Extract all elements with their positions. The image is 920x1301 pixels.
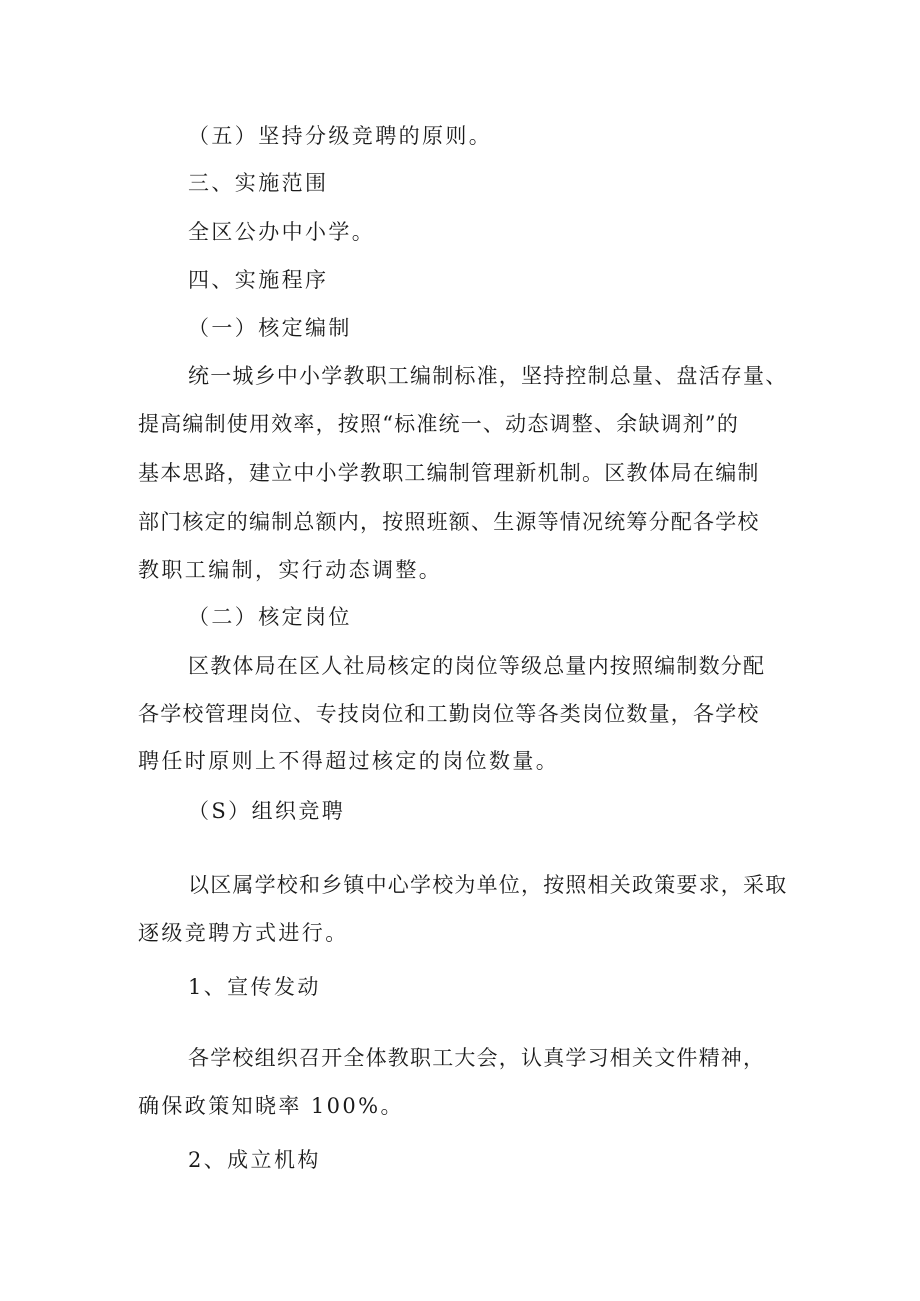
section-three-heading: 三、实施范围 xyxy=(188,171,329,195)
step-two-heading: 2、成立机构 xyxy=(188,1148,321,1172)
scope-text: 全区公办中小学。 xyxy=(188,220,376,244)
paragraph-line: 区教体局在区人社局核定的岗位等级总量内按照编制数分配 xyxy=(188,654,766,678)
paragraph-line: 确保政策知晓率 100%。 xyxy=(138,1094,404,1118)
paragraph-line: 基本思路，建立中小学教职工编制管理新机制。区教体局在编制 xyxy=(138,461,760,485)
section-four-heading: 四、实施程序 xyxy=(188,268,329,292)
paragraph-line: 以区属学校和乡镇中心学校为单位，按照相关政策要求，采取 xyxy=(188,873,788,897)
paragraph-line: 聘任时原则上不得超过核定的岗位数量。 xyxy=(138,749,560,773)
subsection-one-heading: （一）核定编制 xyxy=(188,316,352,340)
paragraph-line: 部门核定的编制总额内，按照班额、生源等情况统筹分配各学校 xyxy=(138,510,760,534)
subsection-two-heading: （二）核定岗位 xyxy=(188,605,352,629)
subsection-three-heading: （S）组织竞聘 xyxy=(188,799,346,823)
paragraph-line: 统一城乡中小学教职工编制标准，坚持控制总量、盘活存量、 xyxy=(188,364,788,388)
paragraph-line: 教职工编制，实行动态调整。 xyxy=(138,558,443,582)
paragraph-line: 提高编制使用效率，按照“标准统一、动态调整、余缺调剂”的 xyxy=(138,412,740,436)
paragraph-line: 各学校管理岗位、专技岗位和工勤岗位等各类岗位数量，各学校 xyxy=(138,702,760,726)
paragraph-line: 各学校组织召开全体教职工大会，认真学习相关文件精神， xyxy=(188,1046,766,1070)
principle-five-item: （五）坚持分级竞聘的原则。 xyxy=(188,124,493,148)
step-one-heading: 1、宣传发动 xyxy=(188,975,321,999)
paragraph-line: 逐级竞聘方式进行。 xyxy=(138,921,349,945)
